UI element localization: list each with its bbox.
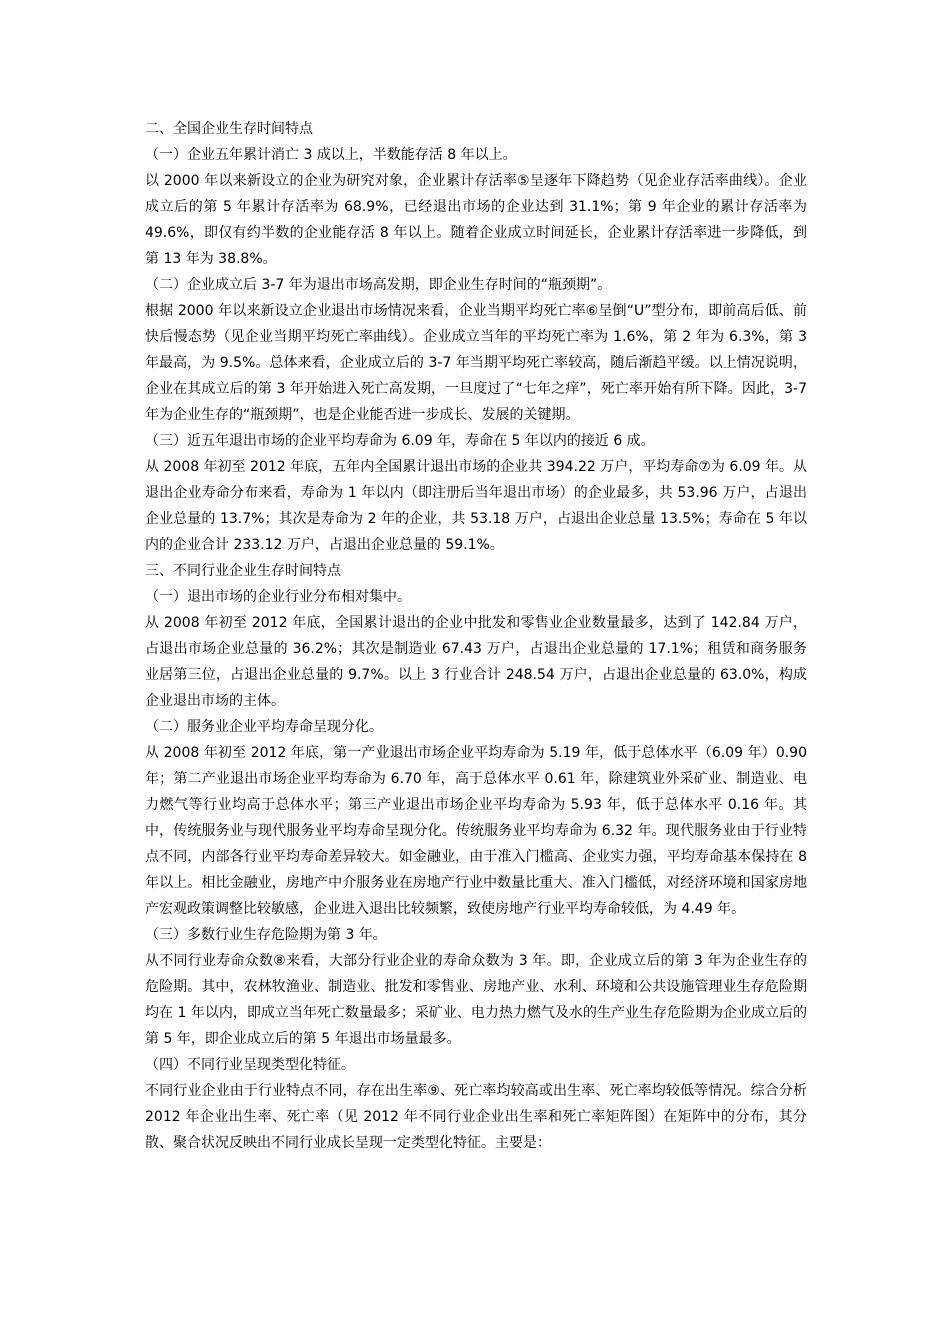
subsection-heading: （三）近五年退出市场的企业平均寿命为 6.09 年，寿命在 5 年以内的接近 6 成。 [145,433,655,449]
document-body [145,116,807,1156]
body-paragraph: 从 2008 年初至 2012 年底，第一产业退出市场企业平均寿命为 5.19 年，低于总体水平（6.09 年）0.90 年；第二产业退出市场企业平均寿命为 6.70 年，高于总体水平 0.61 年，除建筑业外采矿业、制造业、电力燃气等行业均高于总体水平；第三产业退出市场企业平均寿命为 5.93 年，低于总体水平 0.16 年。其中，传统服务业与现代服务业平均寿命呈现分化。传统服务业平均寿命为 6.32 年。现代服务业由于行业特点不同，内部各行业平均寿命差异较大。如金融业，由于准入门槛高、企业实力强，平均寿命基本保持在 8 年以上。相比金融业，房地产中介服务业在房地产行业中数量比重大、准入门槛低，对经济环境和国家房地产宏观政策调整比较敏感，企业进入退出比较频繁，致使房地产行业平均寿命较低，为 4.49 年。 [145,745,807,917]
body-paragraph: 不同行业企业由于行业特点不同，存在出生率⑨、死亡率均较高或出生率、死亡率均较低等情况。综合分析 2012 年企业出生率、死亡率（见 2012 年不同行业企业出生率和死亡率矩阵图）在矩阵中的分布，其分散、聚合状况反映出不同行业成长呈现一定类型化特征。主要是： [145,1083,807,1151]
body-paragraph: 从 2008 年初至 2012 年底，全国累计退出的企业中批发和零售业企业数量最多，达到了 142.84 万户，占退出市场企业总量的 36.2%；其次是制造业 67.43 万户，占退出企业总量的 17.1%；租赁和商务服务业居第三位，占退出企业总量的 9.7%。以上 3 行业合计 248.54 万户，占退出企业总量的 63.0%，构成企业退出市场的主体。 [145,615,807,709]
section-heading: 二、全国企业生存时间特点 [145,121,313,137]
body-paragraph: 从 2008 年初至 2012 年底，五年内全国累计退出市场的企业共 394.22 万户，平均寿命⑦为 6.09 年。从退出企业寿命分布来看，寿命为 1 年以内（即注册后当年退出市场）的企业最多，共 53.96 万户，占退出企业总量的 13.7%；其次是寿命为 2 年的企业，共 53.18 万户，占退出企业总量 13.5%；寿命在 5 年以内的企业合计 233.12 万户，占退出企业总量的 59.1%。 [145,459,807,553]
subsection-heading: （二）服务业企业平均寿命呈现分化。 [145,719,383,735]
subsection-heading: （二）企业成立后 3-7 年为退出市场高发期，即企业生存时间的“瓶颈期”。 [145,277,612,293]
body-paragraph: 根据 2000 年以来新设立企业退出市场情况来看，企业当期平均死亡率⑥呈倒“U”型分布，即前高后低、前快后慢态势（见企业当期平均死亡率曲线）。企业成立当年的平均死亡率为 1.6%，第 2 年为 6.3%，第 3 年最高，为 9.5%。总体来看，企业成立后的 3-7 年当期平均死亡率较高，随后渐趋平缓。以上情况说明，企业在其成立后的第 3 年开始进入死亡高发期，一旦度过了“七年之痒”，死亡率开始有所下降。因此，3-7 年为企业生存的“瓶颈期”，也是企业能否进一步成长、发展的关键期。 [145,303,807,423]
subsection-heading: （四）不同行业呈现类型化特征。 [145,1057,355,1073]
subsection-heading: （三）多数行业生存危险期为第 3 年。 [145,927,387,943]
section-heading: 三、不同行业企业生存时间特点 [145,563,341,579]
subsection-heading: （一）企业五年累计消亡 3 成以上，半数能存活 8 年以上。 [145,147,517,163]
body-paragraph: 以 2000 年以来新设立的企业为研究对象，企业累计存活率⑤呈逐年下降趋势（见企业存活率曲线）。企业成立后的第 5 年累计存活率为 68.9%，已经退出市场的企业达到 31.1%；第 9 年企业的累计存活率为 49.6%，即仅有约半数的企业能存活 8 年以上。随着企业成立时间延长，企业累计存活率进一步降低，到第 13 年为 38.8%。 [145,173,807,267]
subsection-heading: （一）退出市场的企业行业分布相对集中。 [145,589,411,605]
body-paragraph: 从不同行业寿命众数⑧来看，大部分行业企业的寿命众数为 3 年。即，企业成立后的第 3 年为企业生存的危险期。其中，农林牧渔业、制造业、批发和零售业、房地产业、水利、环境和公共设施管理业生存危险期均在 1 年以内，即成立当年死亡数量最多；采矿业、电力热力燃气及水的生产业生存危险期为企业成立后的第 5 年，即企业成立后的第 5 年退出市场量最多。 [145,953,807,1047]
